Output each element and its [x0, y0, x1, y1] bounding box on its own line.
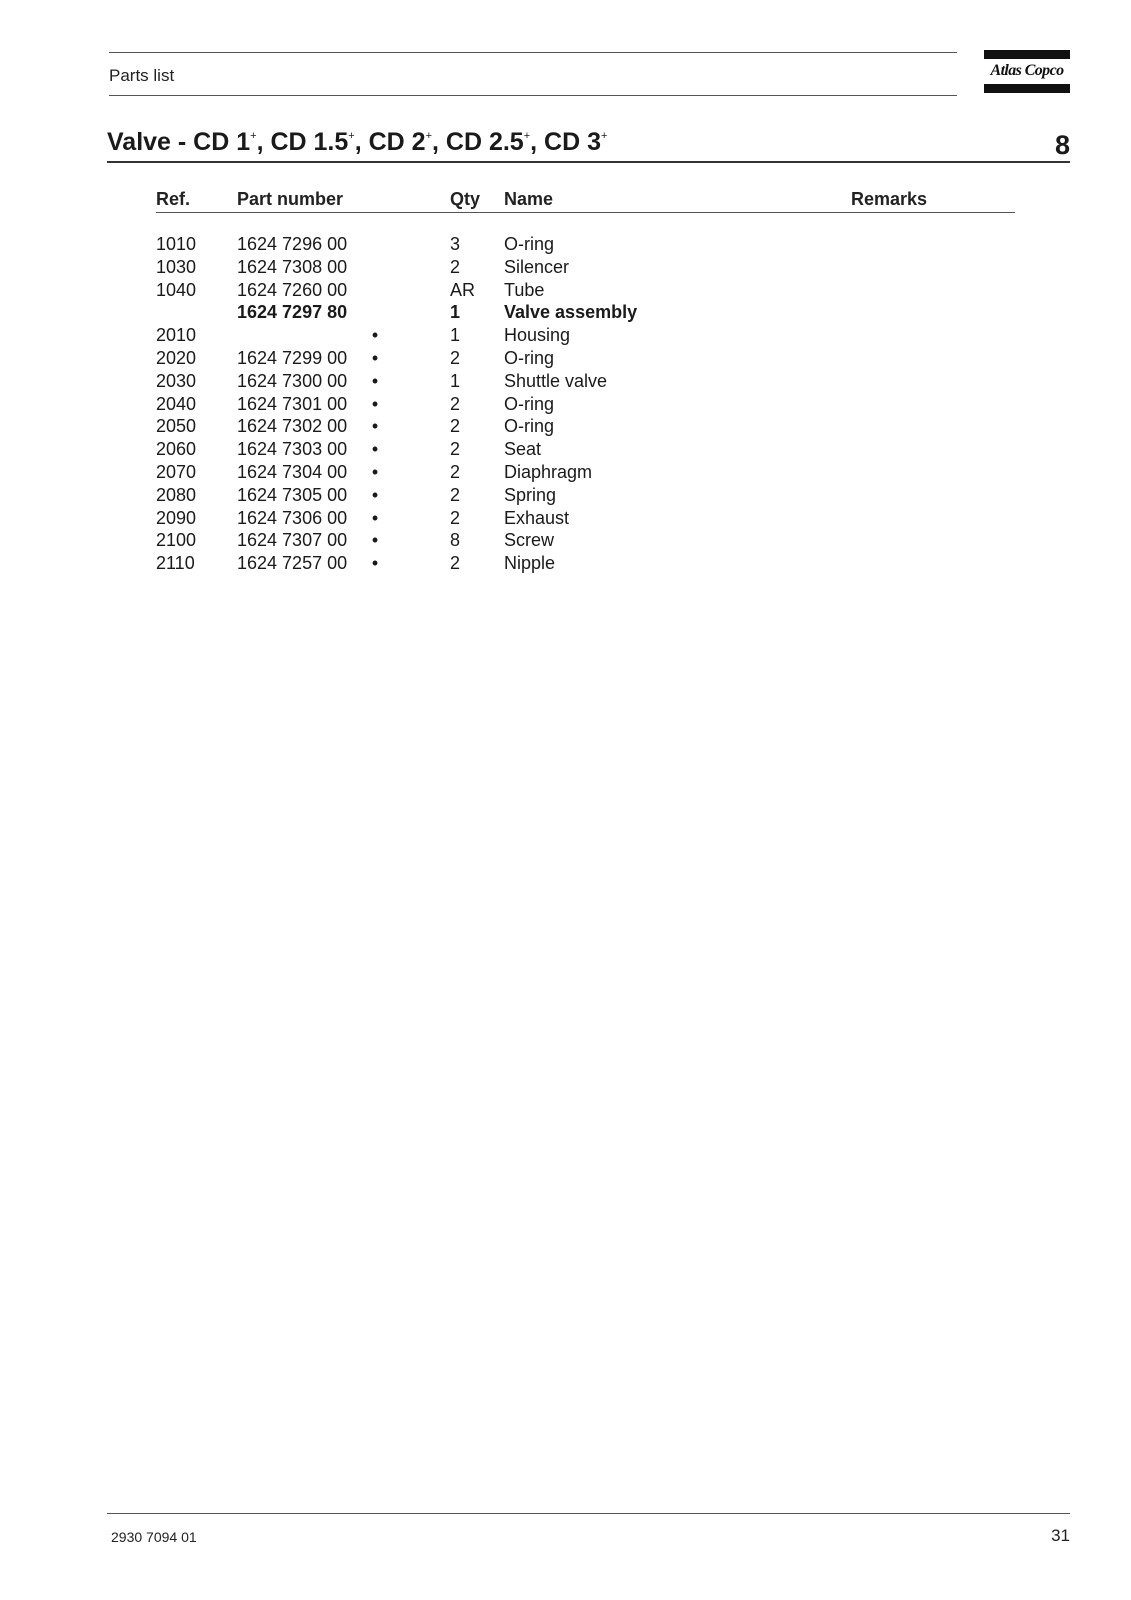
cell-name: Seat	[504, 439, 542, 460]
cell-qty: 2	[450, 439, 461, 460]
cell-part-number: 1624 7297 80	[237, 302, 348, 323]
table-row	[0, 439, 1131, 461]
cell-name: Tube	[504, 279, 545, 300]
cell-part-number: 1624 7257 00	[237, 553, 348, 574]
superscript-plus: +	[425, 130, 433, 142]
header-bottom-rule	[109, 95, 957, 96]
col-header-qty: Qty	[450, 189, 481, 209]
title-part-5: , CD 3	[530, 128, 602, 156]
superscript-plus: +	[250, 130, 257, 142]
title-part-4: , CD 2.5	[432, 128, 524, 156]
col-header-ref: Ref.	[156, 189, 191, 209]
cell-subassembly-bullet: •	[371, 370, 379, 391]
header-top-rule	[109, 52, 957, 53]
cell-ref: 2090	[156, 507, 197, 528]
cell-qty: 2	[450, 256, 461, 277]
cell-ref: 2030	[156, 370, 197, 391]
page-number: 31	[1051, 1526, 1070, 1545]
cell-part-number: 1624 7302 00	[237, 416, 348, 437]
table-row	[0, 280, 1131, 302]
cell-name: O-ring	[504, 393, 555, 414]
table-row	[0, 234, 1131, 256]
cell-part-number: 1624 7304 00	[237, 462, 348, 482]
cell-subassembly-bullet: •	[371, 348, 379, 368]
cell-ref: 2100	[156, 530, 197, 551]
cell-part-number: 1624 7260 00	[237, 279, 348, 300]
table-row	[0, 416, 1131, 438]
cell-name: O-ring	[504, 416, 555, 437]
running-header-title: Parts list	[109, 66, 175, 85]
table-row	[0, 371, 1131, 393]
cell-qty: 2	[450, 462, 461, 482]
title-part-1: Valve - CD 1	[107, 128, 251, 156]
section-title	[107, 128, 607, 157]
cell-part-number: 1624 7307 00	[237, 530, 348, 551]
cell-part-number: 1624 7301 00	[237, 393, 348, 414]
cell-part-number: 1624 7305 00	[237, 484, 348, 505]
atlas-copco-logo	[984, 50, 1070, 93]
cell-part-number: 1624 7306 00	[237, 507, 348, 528]
cell-ref: 2020	[156, 348, 197, 368]
cell-ref: 2010	[156, 325, 197, 346]
cell-ref: 2110	[156, 553, 195, 574]
table-header-rule	[156, 212, 1015, 213]
cell-qty: 2	[450, 348, 461, 368]
cell-name: Spring	[504, 484, 557, 505]
section-number: 8	[1054, 130, 1070, 160]
cell-name: Diaphragm	[504, 462, 593, 482]
cell-ref: 2040	[156, 393, 197, 414]
logo-wordmark: Atlas Copco	[990, 62, 1064, 79]
cell-qty: 2	[450, 393, 461, 414]
footer-rule	[107, 1513, 1070, 1514]
cell-subassembly-bullet: •	[371, 393, 379, 414]
cell-name: Shuttle valve	[504, 370, 608, 391]
cell-ref: 2060	[156, 439, 197, 460]
cell-name: Screw	[504, 530, 555, 551]
cell-name: Nipple	[504, 553, 556, 574]
logo-bottom-bar	[984, 84, 1070, 93]
table-row	[0, 348, 1131, 370]
cell-qty: 1	[450, 370, 461, 391]
cell-ref: 2080	[156, 484, 197, 505]
cell-subassembly-bullet: •	[371, 416, 379, 437]
title-part-3: , CD 2	[354, 128, 426, 156]
cell-name: Valve assembly	[504, 302, 638, 323]
col-header-name: Name	[504, 189, 554, 209]
cell-subassembly-bullet: •	[371, 507, 379, 528]
superscript-plus: +	[523, 130, 531, 142]
cell-part-number: 1624 7299 00	[237, 348, 348, 368]
col-header-remarks: Remarks	[851, 189, 928, 209]
cell-qty: 2	[450, 484, 461, 505]
table-row	[0, 394, 1131, 416]
table-row	[0, 485, 1131, 507]
superscript-plus: +	[601, 130, 608, 142]
cell-qty: 8	[450, 530, 461, 551]
cell-qty: 2	[450, 553, 461, 574]
cell-qty: 2	[450, 507, 461, 528]
table-row	[0, 462, 1131, 484]
cell-ref: 1010	[156, 234, 197, 254]
cell-subassembly-bullet: •	[371, 484, 379, 505]
cell-qty: 3	[450, 234, 461, 254]
cell-ref: 2070	[156, 462, 197, 482]
cell-name: O-ring	[504, 234, 555, 254]
cell-ref: 1030	[156, 256, 197, 277]
cell-part-number: 1624 7308 00	[237, 256, 348, 277]
title-part-2: , CD 1.5	[256, 128, 349, 156]
table-row	[0, 302, 1131, 324]
table-row	[0, 530, 1131, 552]
cell-name: Housing	[504, 325, 571, 346]
logo-top-bar	[984, 50, 1070, 59]
table-row	[0, 325, 1131, 347]
cell-subassembly-bullet: •	[371, 462, 379, 482]
cell-part-number: 1624 7303 00	[237, 439, 348, 460]
cell-subassembly-bullet: •	[371, 553, 379, 574]
cell-name: O-ring	[504, 348, 555, 368]
table-row	[0, 553, 1131, 575]
cell-subassembly-bullet: •	[371, 530, 379, 551]
cell-part-number: 1624 7296 00	[237, 234, 348, 254]
cell-ref: 2050	[156, 416, 197, 437]
cell-part-number: 1624 7300 00	[237, 370, 348, 391]
cell-qty: 2	[450, 416, 461, 437]
cell-qty: 1	[450, 325, 461, 346]
document-number: 2930 7094 01	[111, 1529, 197, 1545]
table-row	[0, 257, 1131, 279]
table-row	[0, 508, 1131, 530]
section-rule	[107, 161, 1070, 163]
cell-name: Silencer	[504, 256, 570, 277]
superscript-plus: +	[348, 130, 355, 142]
cell-ref: 1040	[156, 279, 197, 300]
cell-qty: AR	[450, 279, 476, 300]
cell-subassembly-bullet: •	[371, 439, 379, 460]
cell-name: Exhaust	[504, 507, 570, 528]
cell-subassembly-bullet: •	[371, 325, 379, 346]
cell-qty: 1	[450, 302, 461, 323]
col-header-part-number: Part number	[237, 189, 344, 209]
